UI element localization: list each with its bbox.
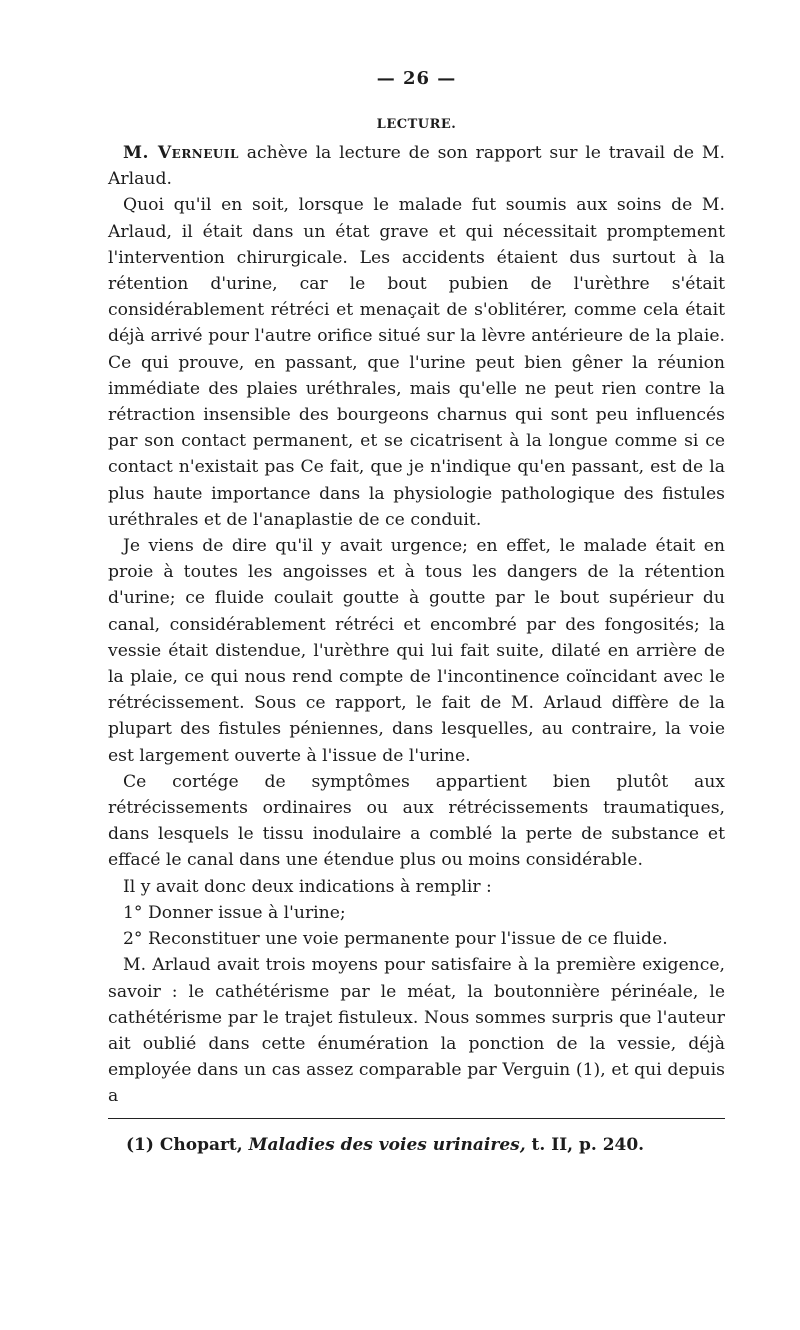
paragraph-4: Ce cortége de symptômes appartient bien plutôt aux rétrécissements ordinaires ou aux rétrécissements traumatiques, dans lesquels le tissu inodulaire a comblé la perte de substance et effacé le canal dans une étendue plus ou moins considérable. — [108, 771, 725, 871]
footnote — [108, 1133, 725, 1157]
paragraph-8: M. Arlaud avait trois moyens pour satisfaire à la première exigence, savoir : le cathétérisme par le méat, la boutonnière périnéale, le cathétérisme par le trajet fistuleux. Nous sommes surpris que l'auteur ait oublié dans cette énumération la ponction de la vessie, déjà employée dans un cas assez comparable par Verguin (1), et qui depuis a — [108, 955, 725, 1107]
page — [108, 62, 725, 1157]
footnote-title: Maladies des voies urinaires, — [248, 1134, 526, 1155]
footnote-separator — [108, 1118, 725, 1119]
speaker-name: M. Verneuil — [123, 143, 239, 163]
footnote-marker: (1) — [126, 1134, 154, 1155]
paragraph-3: Je viens de dire qu'il y avait urgence; en effet, le malade était en proie à toutes les angoisses et à tous les dangers de la rétention d'urine; ce fluide coulait goutte à goutte par le bout supérieur du canal, considérablement rétréci et encombré par des fongosités; la vessie était distendue, l'urèthre qui lui fait suite, dilaté en arrière de la plaie, ce qui nous rend compte de l'incontinence coïncidant avec le rétrécissement. Sous ce rapport, le fait de M. Arlaud diffère de la plupart des fistules péniennes, dans lesquelles, au contraire, la voie est largement ouverte à l'issue de l'urine. — [108, 536, 725, 766]
paragraph-1-text: achève la lecture de son rapport sur le travail de M. Arlaud. — [108, 143, 725, 190]
footnote-author: Chopart, — [159, 1134, 243, 1155]
indication-2: 2° Reconstituer une voie permanente pour l'issue de ce fluide. — [123, 929, 668, 950]
indication-1: 1° Donner issue à l'urine; — [123, 902, 346, 923]
footnote-reference: t. II, p. 240. — [531, 1134, 645, 1155]
paragraph-1 — [108, 140, 725, 192]
page-number: — 26 — — [376, 68, 457, 89]
paragraph-5: Il y avait donc deux indications à remplir : — [123, 876, 492, 897]
section-title: LECTURE. — [376, 117, 457, 132]
paragraph-2: Quoi qu'il en soit, lorsque le malade fut soumis aux soins de M. Arlaud, il était dans un état grave et qui nécessitait promptement l'intervention chirurgicale. Les accidents étaient dus surtout à la rétention d'urine, car le bout pubien de l'urèthre s'était considérablement rétréci et menaçait de s'oblitérer, comme cela était déjà arrivé pour l'autre orifice situé sur la lèvre antérieure de la plaie. Ce qui prouve, en passant, que l'urine peut bien gêner la réunion immédiate des plaies uréthrales, mais qu'elle ne peut rien contre la rétraction insensible des bourgeons charnus qui sont peu influencés par son contact permanent, et se cicatrisent à la longue comme si ce contact n'existait pas Ce fait, que je n'indique qu'en passant, est de la plus haute importance dans la physiologie pathologique des fistules uréthrales et de l'anaplastie de ce conduit. — [108, 195, 725, 530]
